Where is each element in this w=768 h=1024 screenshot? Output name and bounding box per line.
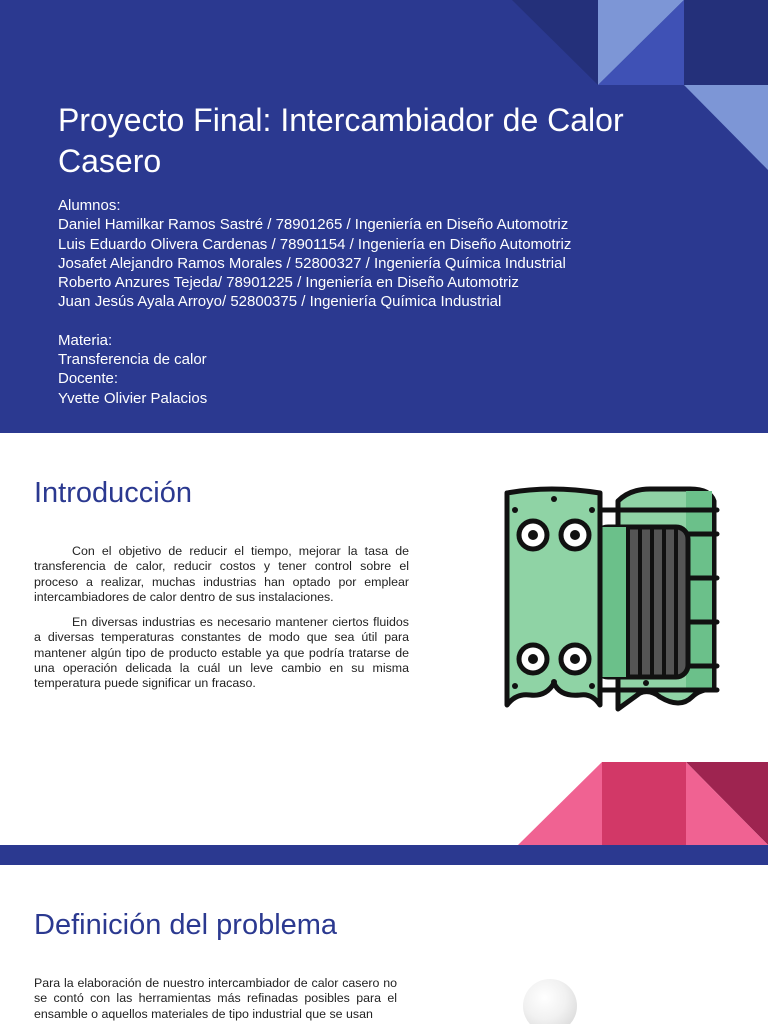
project-title: Proyecto Final: Intercambiador de Calor Casero <box>58 102 624 179</box>
intro-paragraph: En diversas industrias es necesario mantener ciertos fluidos a diversas temperaturas constantes de modo que sea útil para mantener algún tipo de producto estable ya que podría tratarse de una operación delicada la cuál un leve cambio en su misma temperatura puede significar un fracaso. <box>34 615 409 691</box>
subject-label: Materia: <box>58 331 113 349</box>
introduction-text <box>34 544 409 702</box>
intro-paragraph: Con el objetivo de reducir el tiempo, mejorar la tasa de transferencia de calor, reducir costos y tener control sobre el proceso a realizar, muchas industrias han optado por emplear intercambiadores de calor dentro de sus instalaciones. <box>34 544 409 604</box>
student-line: Daniel Hamilkar Ramos Sastré / 78901265 / Ingeniería en Diseño Automotriz <box>58 216 569 234</box>
title-slide <box>0 0 768 433</box>
plate-heat-exchanger-icon <box>500 483 725 713</box>
problem-heading: Definición del problema <box>34 909 338 941</box>
problem-paragraph: Para la elaboración de nuestro intercambiador de calor casero no se contó con las herramientas más refinadas posibles para el ensamble o aquellos materiales de tipo industrial que se usan <box>34 976 397 1021</box>
teacher-label: Docente: <box>58 370 119 388</box>
slide-separator <box>0 845 768 865</box>
introduction-slide <box>0 433 768 845</box>
student-line: Josafet Alejandro Ramos Morales / 52800327 / Ingeniería Química Industrial <box>58 254 566 272</box>
problem-definition-slide <box>0 865 768 1024</box>
students-label: Alumnos: <box>58 197 121 214</box>
teacher-value: Yvette Olivier Palacios <box>58 389 208 407</box>
student-line: Juan Jesús Ayala Arroyo/ 52800375 / Ingeniería Química Industrial <box>58 293 502 311</box>
problem-text <box>34 976 397 1024</box>
project-info <box>58 196 571 408</box>
student-line: Roberto Anzures Tejeda/ 78901225 / Ingeniería en Diseño Automotriz <box>58 274 519 292</box>
introduction-heading: Introducción <box>34 477 192 509</box>
subject-value: Transferencia de calor <box>58 351 207 369</box>
student-line: Luis Eduardo Olivera Cardenas / 78901154 / Ingeniería en Diseño Automotriz <box>58 235 572 253</box>
sphere-image <box>523 979 577 1024</box>
